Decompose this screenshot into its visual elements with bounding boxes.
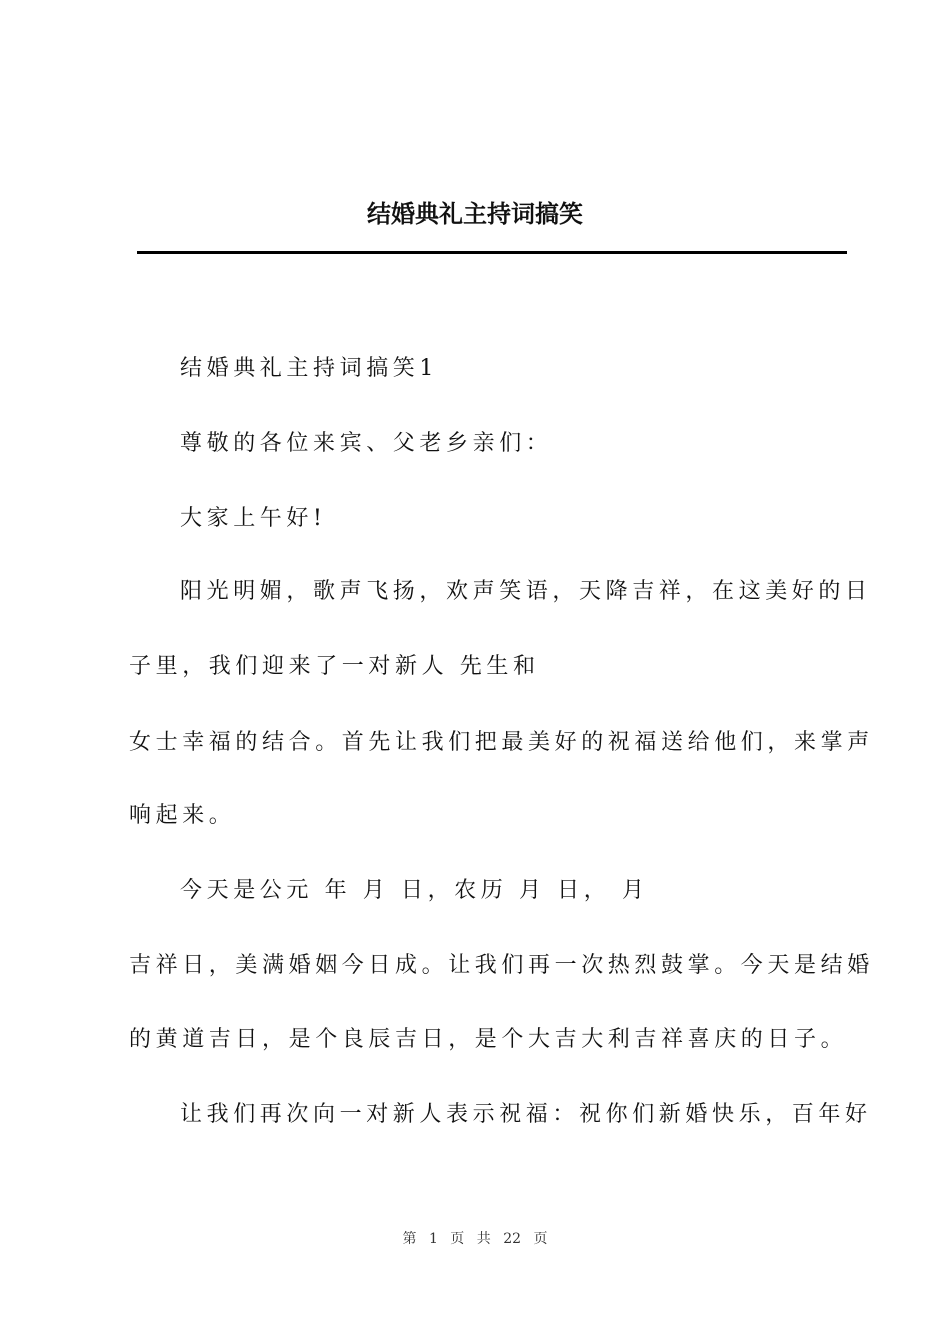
body-line: 今天是公元 年 月 日，农历 月 日， 月 (180, 878, 649, 903)
body-line: 让我们再次向一对新人表示祝福：祝你们新婚快乐，百年好 (180, 1102, 872, 1127)
body-line: 的黄道吉日，是个良辰吉日，是个大吉大利吉祥喜庆的日子。 (129, 1027, 848, 1052)
page-number-footer: 第 1 页 共 22 页 (402, 1231, 548, 1247)
greeting-line: 尊敬的各位来宾、父老乡亲们： (180, 431, 553, 456)
title-divider (137, 251, 847, 254)
section-heading: 结婚典礼主持词搞笑1 (180, 356, 438, 381)
document-title: 结婚典礼主持词搞笑 (367, 199, 583, 228)
body-line: 吉祥日，美满婚姻今日成。让我们再一次热烈鼓掌。今天是结婚 (129, 953, 874, 978)
body-line: 阳光明媚，歌声飞扬，欢声笑语，天降吉祥，在这美好的日 (180, 579, 872, 604)
body-line: 响起来。 (129, 803, 236, 828)
body-line: 女士幸福的结合。首先让我们把最美好的祝福送给他们，来掌声 (129, 730, 874, 755)
body-line: 子里，我们迎来了一对新人 先生和 (129, 654, 540, 679)
greeting-line: 大家上午好! (180, 506, 327, 531)
